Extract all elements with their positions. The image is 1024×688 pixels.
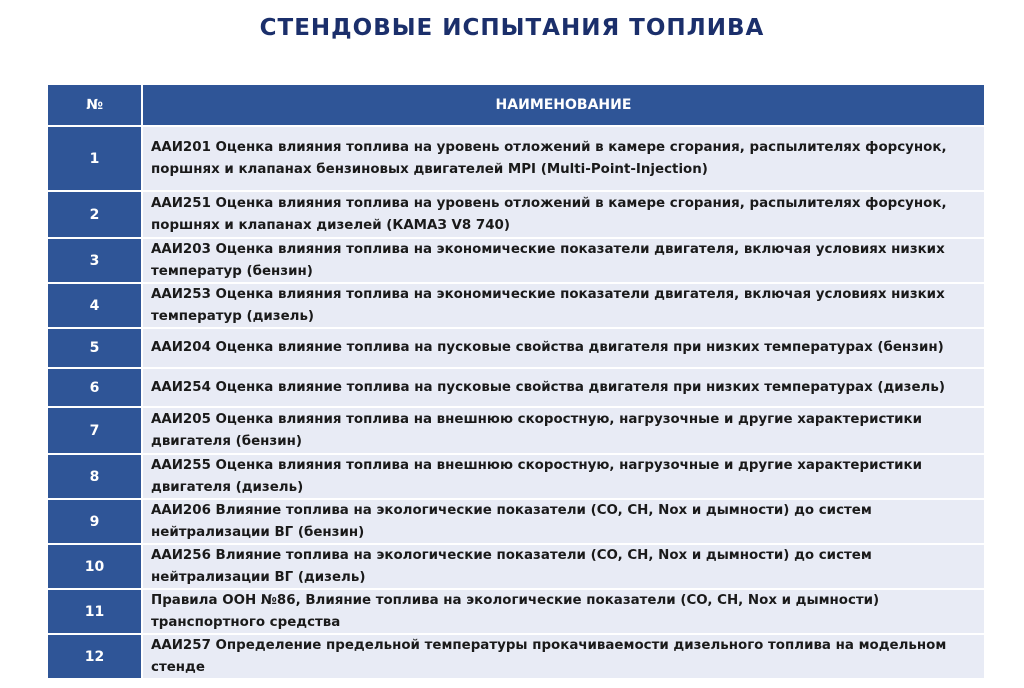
table-row <box>48 329 984 367</box>
row-name: ААИ201 Оценка влияния топлива на уровень отложений в камере сгорания, распылителях форсунок, поршнях и клапанах бензиновых двигателей MPI (Multi-Point-Injection) <box>143 127 984 190</box>
row-number: 7 <box>48 408 141 453</box>
table-row <box>48 408 984 453</box>
row-number: 4 <box>48 284 141 327</box>
row-name: ААИ204 Оценка влияние топлива на пусковые свойства двигателя при низких температурах (бензин) <box>143 329 984 367</box>
table-row <box>48 192 984 237</box>
table-row <box>48 590 984 633</box>
row-number: 8 <box>48 455 141 498</box>
table-row <box>48 500 984 543</box>
table-row <box>48 545 984 588</box>
row-name: ААИ251 Оценка влияния топлива на уровень отложений в камере сгорания, распылителях форсунок, поршнях и клапанах дизелей (КАМАЗ V8 740) <box>143 192 984 237</box>
row-number: 10 <box>48 545 141 588</box>
row-name: ААИ254 Оценка влияние топлива на пусковые свойства двигателя при низких температурах (дизель) <box>143 369 984 406</box>
row-number: 5 <box>48 329 141 367</box>
row-number: 12 <box>48 635 141 678</box>
row-name: Правила ООН №86, Влияние топлива на экологические показатели (CO, CH, Nox и дымности) транспортного средства <box>143 590 984 633</box>
table-row <box>48 284 984 327</box>
row-name: ААИ253 Оценка влияния топлива на экономические показатели двигателя, включая условиях низких температур (дизель) <box>143 284 984 327</box>
table-header <box>48 85 984 125</box>
table-row <box>48 127 984 190</box>
row-number: 6 <box>48 369 141 406</box>
row-number: 9 <box>48 500 141 543</box>
header-number: № <box>48 85 141 125</box>
page-title: СТЕНДОВЫЕ ИСПЫТАНИЯ ТОПЛИВА <box>259 15 765 41</box>
header-name: НАИМЕНОВАНИЕ <box>143 85 984 125</box>
row-number: 1 <box>48 127 141 190</box>
row-name: ААИ203 Оценка влияния топлива на экономические показатели двигателя, включая условиях низких температур (бензин) <box>143 239 984 282</box>
table-row <box>48 369 984 406</box>
table-row <box>48 239 984 282</box>
row-name: ААИ206 Влияние топлива на экологические показатели (CO, CH, Nox и дымности) до систем нейтрализации ВГ (бензин) <box>143 500 984 543</box>
row-number: 2 <box>48 192 141 237</box>
tests-table <box>48 85 984 680</box>
row-name: ААИ255 Оценка влияния топлива на внешнюю скоростную, нагрузочные и другие характеристики двигателя (дизель) <box>143 455 984 498</box>
row-name: ААИ257 Определение предельной температуры прокачиваемости дизельного топлива на модельном стенде <box>143 635 984 678</box>
row-number: 3 <box>48 239 141 282</box>
row-name: ААИ205 Оценка влияния топлива на внешнюю скоростную, нагрузочные и другие характеристики двигателя (бензин) <box>143 408 984 453</box>
table-row <box>48 455 984 498</box>
row-name: ААИ256 Влияние топлива на экологические показатели (CO, CH, Nox и дымности) до систем нейтрализации ВГ (дизель) <box>143 545 984 588</box>
table-row <box>48 635 984 678</box>
row-number: 11 <box>48 590 141 633</box>
